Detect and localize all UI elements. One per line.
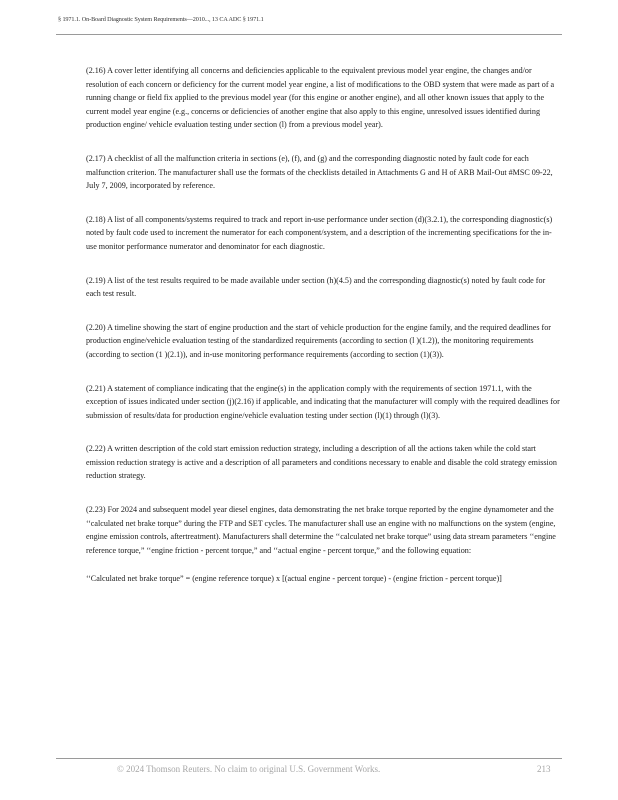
paragraph-2-18: (2.18) A list of all components/systems required to track and report in-use performance under section (d)(3.2.1), the corresponding diagnostic(s) noted by fault code used to increment the numerator for each component/system, and a description of the incrementing specifications for the in-use monitor performance numerator and denominator for each diagnostic. [86, 214, 553, 251]
document-body [86, 64, 560, 586]
paragraph-2-23: (2.23) For 2024 and subsequent model year diesel engines, data demonstrating the net brake torque reported by the engine dynamometer and the ‘‘calculated net brake torque” during the FTP and SET cycles. The manufacturer shall use an engine with no malfunctions on the system (engine, engine emission controls, aftertreatment). Manufacturers shall determine the ‘‘calculated net brake torque” using data stream parameters ‘‘engine reference torque,” ‘‘engine friction - percent torque,” and ‘‘actual engine - percent torque,” and the following equation: [86, 505, 556, 555]
paragraph-2-21: (2.21) A statement of compliance indicating that the engine(s) in the application comply with the requirements of section 1971.1, with the exception of issues indicated under section (j)(2.16) if applicable, and indicating that the manufacturer will comply with the required deadlines for submission of results/data for production engine/vehicle evaluation testing under section (l)(1) through (l)(3). [86, 383, 560, 420]
footer-copyright: © 2024 Thomson Reuters. No claim to original U.S. Government Works. [117, 764, 381, 774]
paragraph-2-20: (2.20) A timeline showing the start of engine production and the start of vehicle production for the engine family, and the required deadlines for production engine/vehicle evaluation testing of the standardized requirements (according to section (l )(1.2)), the monitoring requirements (according to section (1 )(2.1)), and in-use monitoring performance requirements (according to section (1)(3)). [86, 322, 551, 359]
running-header: § 1971.1. On-Board Diagnostic System Requirements—2010..., 13 CA ADC § 1971.1 [58, 16, 264, 23]
paragraph-2-16: (2.16) A cover letter identifying all concerns and deficiencies applicable to the equivalent previous model year engine, the changes and/or resolution of each concern or deficiency for the current model year engine, a list of modifications to the OBD system that were made as part of a running change or field fix applied to the previous model year (for this engine or another engine), and all other known issues that apply to the current model year engine (e.g., concerns or deficiencies of another engine that also apply to this engine, unresolved issues identified during production engine/ vehicle evaluation testing under section (l) from a previous model year). [86, 66, 555, 130]
paragraph-2-17: (2.17) A checklist of all the malfunction criteria in sections (e), (f), and (g) and the corresponding diagnostic noted by fault code for each malfunction criterion. The manufacturer shall use the formats of the checklists detailed in Attachments G and H of ARB Mail-Out #MSC 09-22, July 7, 2009, incorporated by reference. [86, 153, 553, 191]
paragraph-2-22: (2.22) A written description of the cold start emission reduction strategy, including a description of all the actions taken while the cold start emission reduction strategy is active and a description of all parameters and conditions necessary to enable and disable the cold strategy emission reduction strategy. [86, 444, 557, 481]
paragraph-2-19: (2.19) A list of the test results required to be made available under section (h)(4.5) and the corresponding diagnostic(s) noted by fault code for each test result. [86, 275, 546, 299]
page-number: 213 [537, 764, 551, 774]
torque-equation: ‘‘Calculated net brake torque” = (engine reference torque) x [(actual engine - percent torque) - (engine friction - percent torque)] [86, 574, 502, 584]
footer-rule [56, 758, 562, 759]
header-rule [56, 34, 562, 35]
